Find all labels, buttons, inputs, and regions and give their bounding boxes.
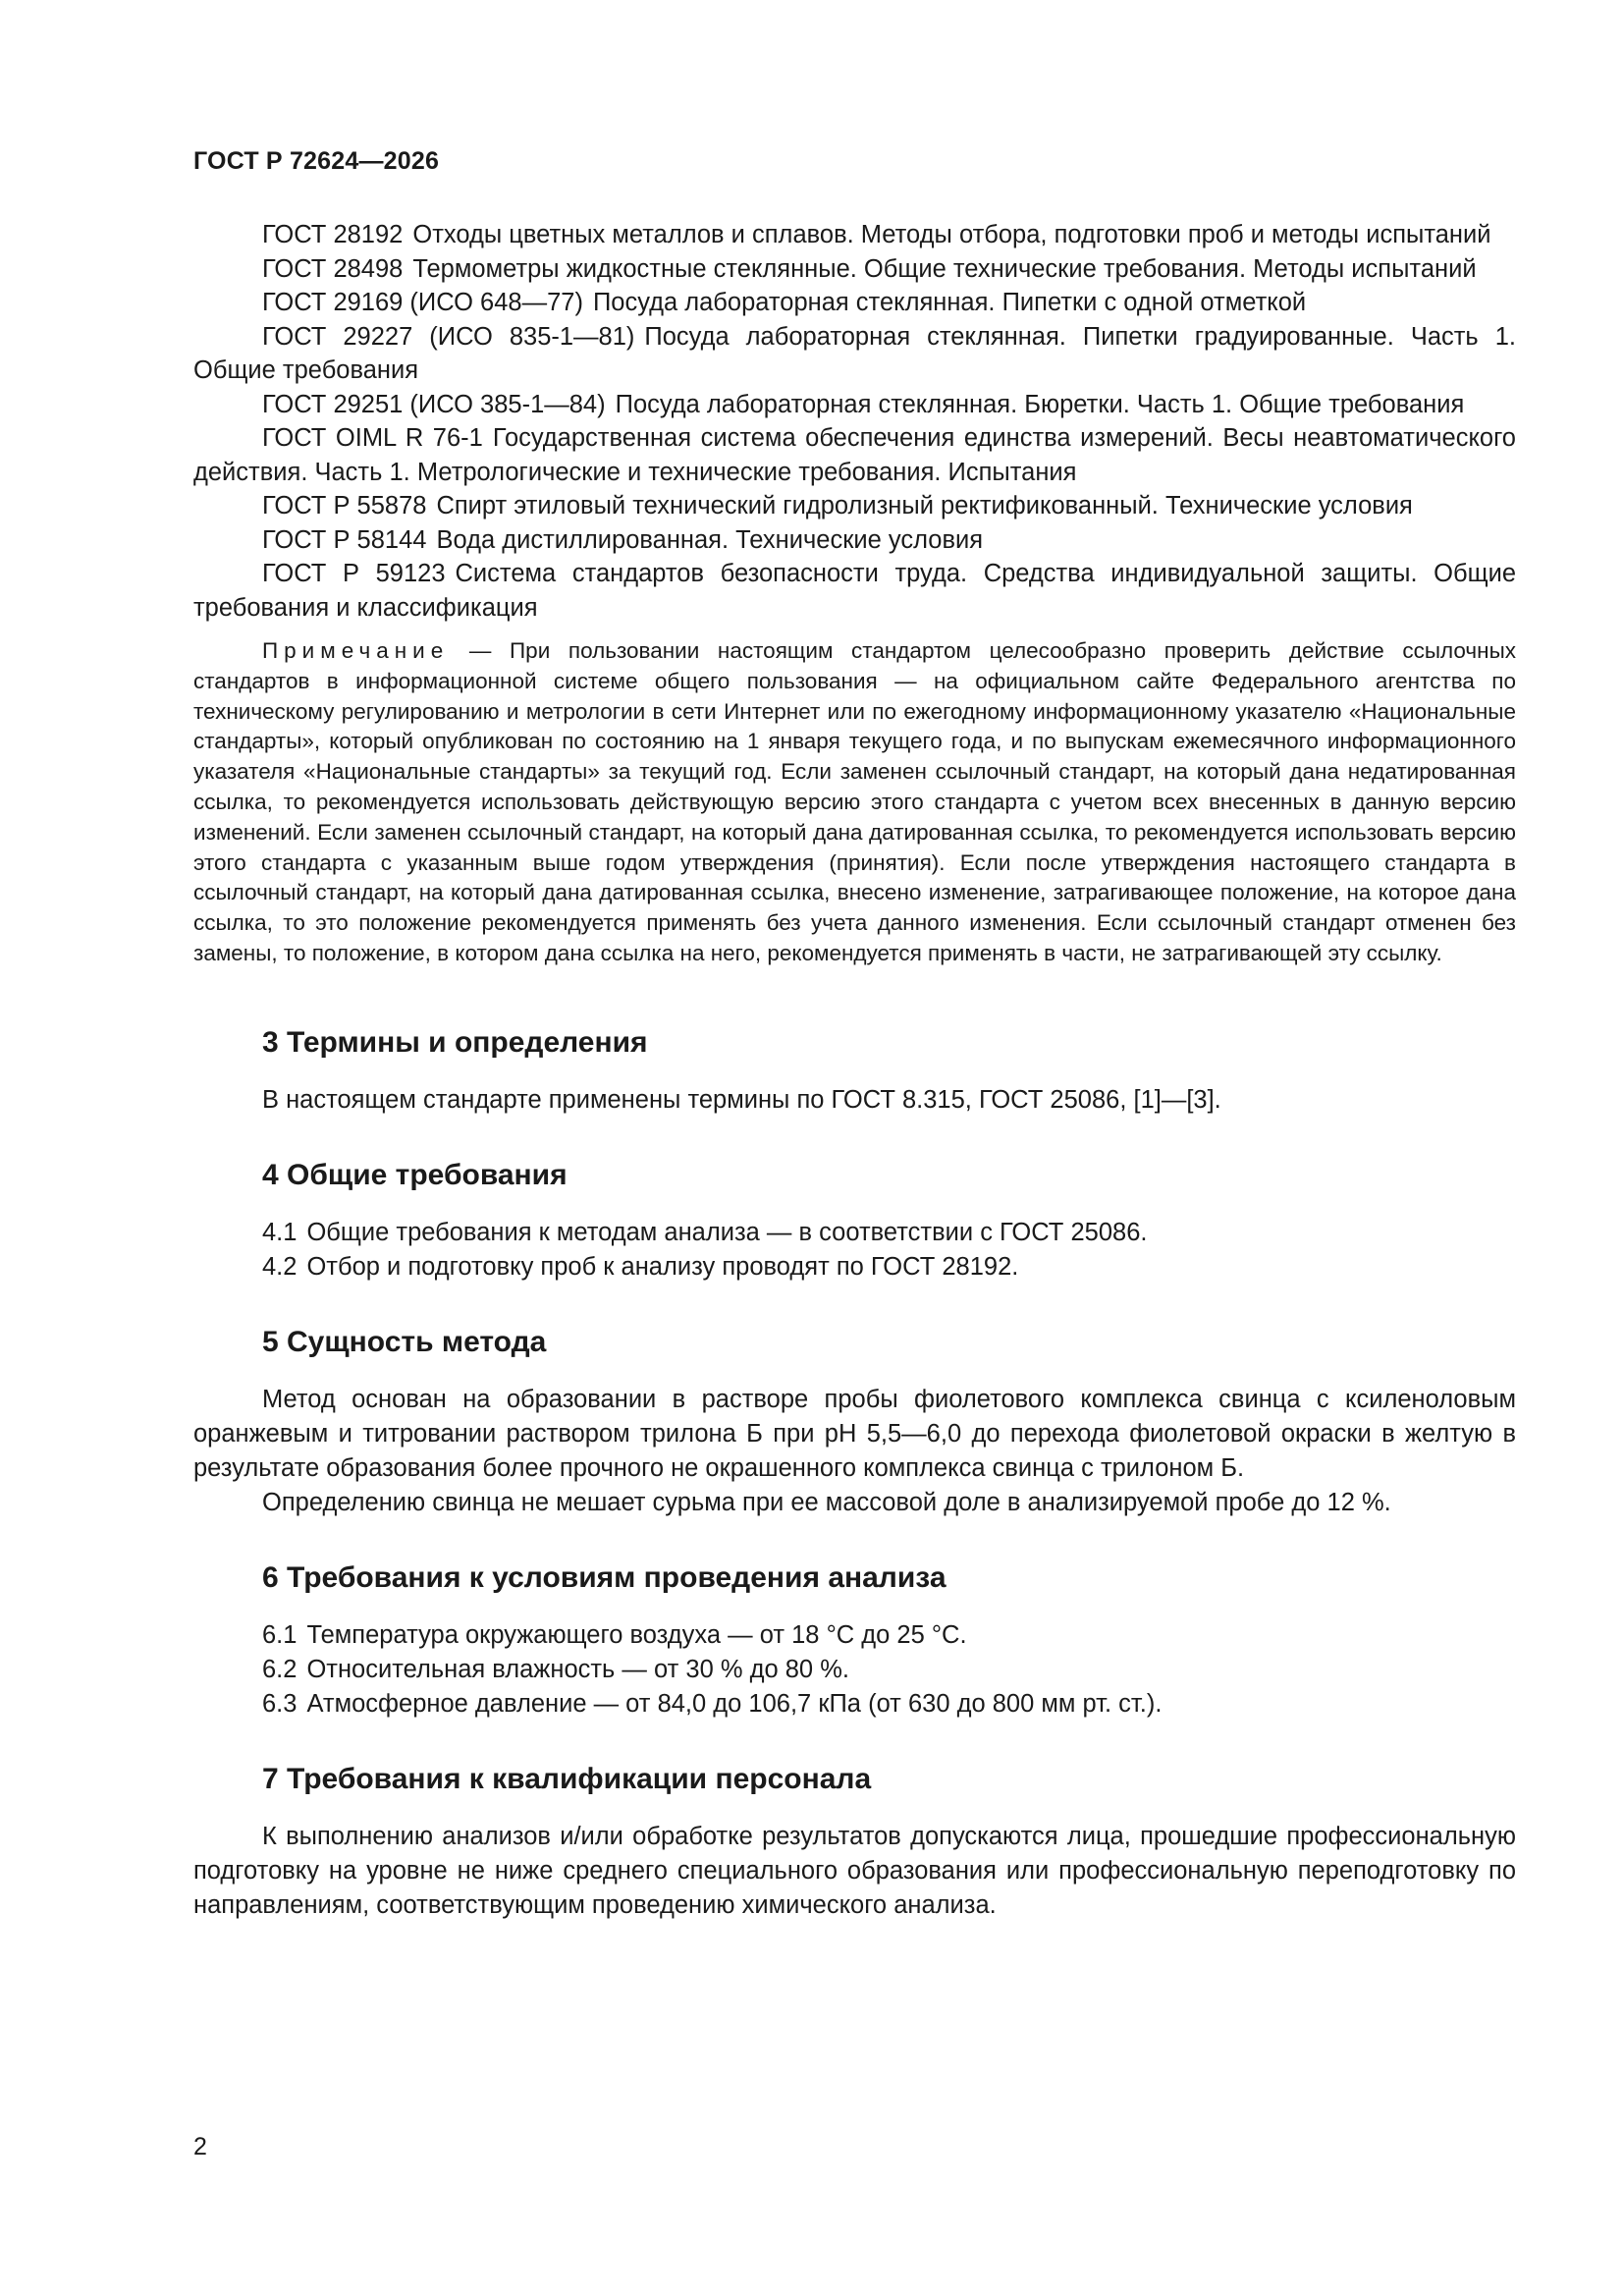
- reference-code: ГОСТ 28498: [262, 254, 404, 283]
- reference-item: [193, 388, 1516, 422]
- clause-text: Относительная влажность — от 30 % до 80 %.: [306, 1655, 849, 1683]
- note-label: Примечание: [262, 638, 450, 663]
- clause-text: Атмосферное давление — от 84,0 до 106,7 кПа (от 630 до 800 мм рт. ст.).: [306, 1689, 1163, 1718]
- reference-code: ГОСТ OIML R 76-1: [262, 424, 483, 452]
- page-number: 2: [193, 2133, 207, 2160]
- clause-text: Общие требования к методам анализа — в соответствии с ГОСТ 25086.: [306, 1218, 1148, 1246]
- section-7-title: 7 Требования к квалификации персонала: [262, 1762, 872, 1795]
- clause-number: 4.2: [262, 1252, 298, 1281]
- reference-title: Посуда лабораторная стеклянная. Бюретки. Часть 1. Общие требования: [615, 390, 1465, 418]
- note-text: — При пользовании настоящим стандартом целесообразно проверить действие ссылочных стандартов в информационной системе общего пользования — на официальном сайте Федерального агентства по техническому регулированию и метрологии в сети Интернет или по ежегодному информационному указателю «Национальные стандарты», который опубликован по состоянию на 1 января текущего года, и по выпускам ежемесячного информационного указателя «Национальные стандарты» за текущий год. Если заменен ссылочный стандарт, на который дана недатированная ссылка, то рекомендуется использовать действующую версию этого стандарта с учетом всех внесенных в данную версию изменений. Если заменен ссылочный стандарт, на который дана датированная ссылка, то рекомендуется использовать версию этого стандарта с указанным выше годом утверждения (принятия). Если после утверждения настоящего стандарта в ссылочный стандарт, на который дана датированная ссылка, внесено изменение, затрагивающее положение, на которое дана ссылка, то это положение рекомендуется применять без учета данного изменения. Если ссылочный стандарт отменен без замены, то положение, в котором дана ссылка на него, рекомендуется применять в части, не затрагивающей эту ссылку.: [193, 638, 1516, 965]
- reference-code: ГОСТ 29251 (ИСО 385-1—84): [262, 390, 606, 418]
- reference-item: [193, 489, 1516, 523]
- reference-item: [193, 218, 1516, 252]
- reference-title: Отходы цветных металлов и сплавов. Методы отбора, подготовки проб и методы испытаний: [412, 221, 1491, 248]
- reference-code: ГОСТ Р 58144: [262, 525, 427, 554]
- section-5-title: 5 Сущность метода: [262, 1325, 547, 1358]
- reference-title: Система стандартов безопасности труда. Средства индивидуальной защиты. Общие требования и классификация: [193, 560, 1516, 622]
- reference-code: ГОСТ 28192: [262, 221, 404, 248]
- normative-references-list: [193, 218, 1516, 625]
- clause-text: Температура окружающего воздуха — от 18 °С до 25 °С.: [306, 1620, 967, 1649]
- clause-4-1: [193, 1216, 1516, 1250]
- clause-number: 6.3: [262, 1689, 298, 1718]
- section-3-title: 3 Термины и определения: [262, 1025, 648, 1059]
- reference-item: [193, 252, 1516, 287]
- reference-item: [193, 523, 1516, 558]
- references-note: [193, 636, 1516, 969]
- reference-title: Термометры жидкостные стеклянные. Общие технические требования. Методы испытаний: [412, 254, 1477, 283]
- reference-item: [193, 557, 1516, 625]
- reference-code: ГОСТ Р 59123: [262, 560, 446, 587]
- document-id-header: ГОСТ Р 72624—2026: [193, 147, 440, 175]
- clause-4-2: [193, 1250, 1516, 1285]
- clause-6-2: [193, 1653, 1516, 1687]
- reference-code: ГОСТ 29169 (ИСО 648—77): [262, 289, 583, 316]
- reference-title: Вода дистиллированная. Технические условия: [436, 525, 984, 554]
- section-5-text-1: Метод основан на образовании в растворе пробы фиолетового комплекса свинца с ксиленоловым оранжевым и титровании раствором трилона Б при рН 5,5—6,0 до перехода фиолетовой окраски в желтую в результате образования более прочного не окрашенного комплекса свинца с трилоном Б.: [193, 1385, 1516, 1482]
- clause-number: 6.1: [262, 1620, 298, 1649]
- reference-title: Государственная система обеспечения единства измерений. Весы неавтоматического действия. Часть 1. Метрологические и технические требования. Испытания: [193, 424, 1516, 486]
- reference-item: [193, 320, 1516, 388]
- page-content: [193, 218, 1516, 1923]
- reference-code: ГОСТ Р 55878: [262, 492, 427, 519]
- clause-6-3: [193, 1687, 1516, 1722]
- section-4-title: 4 Общие требования: [262, 1158, 568, 1191]
- clause-number: 6.2: [262, 1655, 298, 1683]
- reference-item: [193, 421, 1516, 489]
- clause-6-1: [193, 1618, 1516, 1653]
- section-7-text: К выполнению анализов и/или обработке результатов допускаются лица, прошедшие профессиональную подготовку на уровне не ниже среднего специального образования или профессиональную переподготовку по направлениям, соответствующим проведению химического анализа.: [193, 1822, 1516, 1919]
- section-3-text: В настоящем стандарте применены термины по ГОСТ 8.315, ГОСТ 25086, [1]—[3].: [262, 1085, 1221, 1114]
- section-6-title: 6 Требования к условиям проведения анализа: [262, 1560, 947, 1594]
- reference-item: [193, 286, 1516, 320]
- clause-number: 4.1: [262, 1218, 298, 1246]
- section-5-text-2: Определению свинца не мешает сурьма при ее массовой доле в анализируемой пробе до 12 %.: [262, 1488, 1391, 1516]
- reference-title: Посуда лабораторная стеклянная. Пипетки с одной отметкой: [592, 289, 1307, 316]
- reference-code: ГОСТ 29227 (ИСО 835-1—81): [262, 322, 635, 351]
- reference-title: Спирт этиловый технический гидролизный ректификованный. Технические условия: [436, 492, 1413, 519]
- reference-title: Посуда лабораторная стеклянная. Пипетки градуированные. Часть 1. Общие требования: [193, 322, 1517, 384]
- clause-text: Отбор и подготовку проб к анализу проводят по ГОСТ 28192.: [306, 1252, 1019, 1281]
